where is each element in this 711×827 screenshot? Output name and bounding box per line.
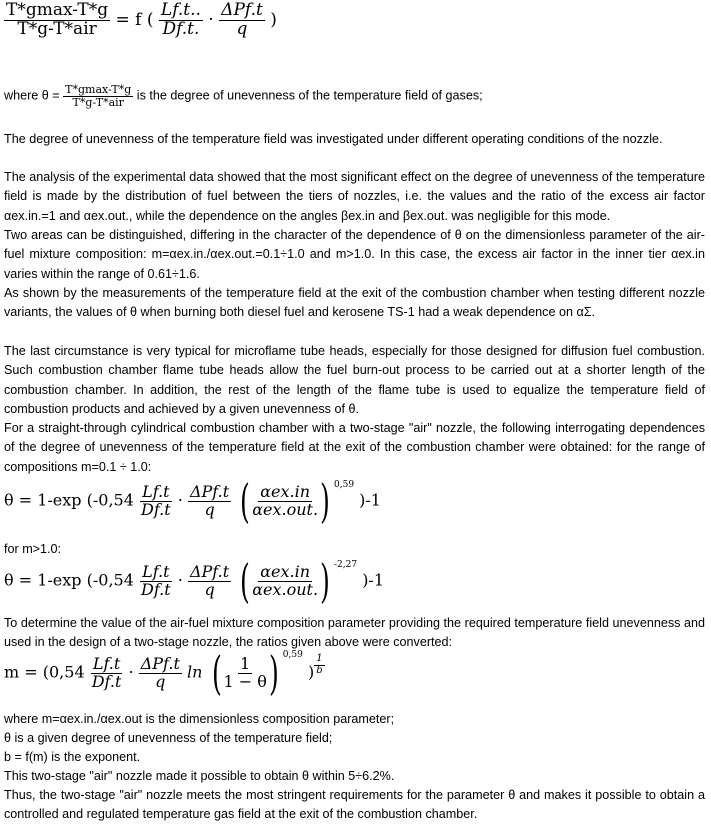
equation-2: θ = 1-exp (-0,54 $\frac{Lf.t}{Df.t}$ · $\frac{\text{ΔPf.t}}{q}$ ( $\frac{\text{αex.in}}{\text{αex.out.}}$ ) $^{0,59}$ )-1 bbox=[4, 474, 381, 528]
eq4-theta-denominator: 1 − θ bbox=[223, 671, 267, 691]
eq3-pressure-fraction bbox=[188, 561, 231, 599]
paragraph-2: The analysis of the experimental data showed that the most significant effect on the degree of unevenness of the temperature field is made by the distribution of fuel between the tiers of nozzles, i.e. the values and the ratio of the excess air factor αex.in.=1 and αex.out., while the dependence on the angles βex.in and βex.out. was negligible for this mode. bbox=[4, 170, 705, 223]
eq4-length-numerator: Lf.t bbox=[92, 653, 121, 673]
eq1-close-paren: ) bbox=[270, 9, 277, 30]
eq2-alpha-fraction bbox=[250, 481, 320, 519]
eq4-pressure-numerator: ΔPf.t bbox=[140, 653, 180, 673]
eq2-length-fraction bbox=[139, 481, 173, 519]
paragraph-5: The last circumstance is very typical for microflame tube heads, especially for those designed for diffusion fuel combustion. Such combustion chamber flame tube heads allow the fuel burn-out process to be carried out at a shorter length of the combustion chamber. In addition, the rest of the length of the flame tube is used to equalize the temperature field of combustion products and achieved by a given unevenness of θ. bbox=[4, 344, 705, 417]
eq1-length-denominator: Df.t. bbox=[162, 18, 200, 39]
tail-line-5: Thus, the two-stage "air" nozzle meets the most stringent requirements for the parameter θ and makes it possible to obtain a controlled and regulated temperature gas field at the exit of the combustion chamber. bbox=[4, 788, 705, 822]
eq4-exponent: 0,59 bbox=[282, 650, 303, 661]
eq4-pressure-denominator: q bbox=[155, 671, 166, 691]
paragraph-6: For a straight-through cylindrical combustion chamber with a two-stage "air" nozzle, the following interrogating dependences of the degree of unevenness of the temperature field at the exit of the combustion chamber were obtained: for the range of compositions m=0.1 ÷ 1.0: bbox=[4, 421, 705, 474]
equation-3: θ = 1-exp (-0,54 $\frac{Lf.t}{Df.t}$ · $\frac{\text{ΔPf.t}}{q}$ ( $\frac{\text{αex.in}}{\text{αex.out.}}$ ) $^{-2,27}$ )-1 bbox=[4, 554, 385, 608]
eq1-dot: · bbox=[208, 9, 214, 30]
theta-fraction bbox=[63, 84, 133, 108]
for-m-label: for m>1.0: bbox=[4, 542, 62, 556]
eq4-lead: m = (0,54 bbox=[4, 662, 85, 682]
eq1-pressure-denominator: q bbox=[236, 18, 248, 39]
paragraph-3: Two areas can be distinguished, differing in the character of the dependence of θ on the dimensionless parameter of the air-fuel mixture composition: m=αex.in./αex.out.=0.1÷1.0 and m>1.0. In this case, the excess air factor in the inner tier αex.in varies within the range of 0.61÷1.6. bbox=[4, 228, 705, 281]
eq4-length-denominator: Df.t bbox=[91, 671, 122, 691]
eq2-pressure-denominator: q bbox=[204, 499, 215, 519]
eq2-lead: θ = 1-exp (-0,54 bbox=[4, 490, 134, 510]
eq2-tail: )-1 bbox=[359, 490, 381, 510]
eq3-alpha-denominator: αex.out. bbox=[252, 579, 319, 599]
eq4-pressure-fraction bbox=[139, 653, 182, 691]
eq4-ln: ln bbox=[186, 662, 203, 682]
eq3-tail: )-1 bbox=[362, 570, 385, 590]
paragraph-4: As shown by the measurements of the temperature field at the exit of the combustion chamber when testing different nozzle variants, the values of θ when burning both diesel fuel and kerosene TS-1 had a weak dependence on αΣ. bbox=[4, 286, 705, 320]
eq2-pressure-fraction bbox=[188, 481, 231, 519]
eq1-pressure-numerator: ΔPf.t bbox=[221, 0, 263, 20]
eq4-power-numerator: 1 bbox=[316, 653, 323, 664]
eq4-theta-fraction bbox=[221, 653, 268, 691]
eq4-close-paren: ) bbox=[307, 662, 315, 682]
eq4-power-fraction bbox=[314, 654, 324, 676]
tail-line-3: b = f(m) is the exponent. bbox=[4, 750, 141, 764]
eq3-pressure-numerator: ΔPf.t bbox=[189, 561, 230, 581]
theta-where-label: where θ = bbox=[4, 88, 60, 103]
convert-paragraph: To determine the value of the air-fuel mixture composition parameter providing the required temperature field unevenness and used in the design of a two-stage nozzle, the ratios given above were converted: bbox=[4, 616, 705, 650]
eq4-power-denominator: b bbox=[316, 664, 323, 676]
paragraph-1: The degree of unevenness of the temperature field was investigated under different operating conditions of the nozzle. bbox=[4, 132, 663, 146]
eq1-length-fraction bbox=[159, 2, 203, 39]
tail-line-2: θ is a given degree of unevenness of the temperature field; bbox=[4, 731, 333, 745]
equation-4: m = (0,54 $\frac{Lf.t}{Df.t}$ · $\frac{\text{ΔPf.t}}{q}$ ln ( $\frac{1}{1 - \theta}$ ) $^{0,59}$ ) $\frac{1}{b}$ bbox=[4, 646, 323, 700]
eq3-length-numerator: Lf.t bbox=[142, 561, 170, 581]
eq3-alpha-fraction bbox=[250, 561, 320, 599]
eq1-lhs-fraction bbox=[4, 2, 110, 39]
eq3-length-fraction bbox=[139, 561, 173, 599]
tail-line-1: where m=αex.in./αex.out is the dimensionless composition parameter; bbox=[4, 712, 395, 726]
eq2-length-numerator: Lf.t bbox=[142, 481, 170, 501]
eq2-alpha-denominator: αex.out. bbox=[252, 499, 319, 519]
eq2-exponent: 0,59 bbox=[334, 480, 355, 491]
theta-description: is the degree of unevenness of the temperature field of gases; bbox=[136, 88, 483, 103]
eq1-lhs-numerator: T*gmax-T*g bbox=[6, 0, 109, 20]
tail-line-4: This two-stage "air" nozzle made it possible to obtain θ within 5÷6.2%. bbox=[4, 769, 395, 783]
eq1-lhs-denominator: T*g-T*air bbox=[17, 18, 97, 39]
eq3-alpha-numerator: αex.in bbox=[260, 561, 311, 581]
eq1-pressure-fraction bbox=[219, 2, 265, 39]
eq1-length-numerator: Lf.t.. bbox=[160, 0, 201, 20]
eq3-lead: θ = 1-exp (-0,54 bbox=[4, 570, 134, 590]
eq4-theta-numerator: 1 bbox=[240, 653, 251, 673]
eq2-alpha-numerator: αex.in bbox=[260, 481, 311, 501]
eq2-pressure-numerator: ΔPf.t bbox=[189, 481, 230, 501]
eq3-pressure-denominator: q bbox=[204, 579, 215, 599]
eq3-exponent: -2,27 bbox=[334, 560, 358, 571]
theta-definition bbox=[4, 84, 483, 108]
equation-1 bbox=[4, 2, 277, 39]
eq1-equals: = f ( bbox=[115, 9, 154, 30]
eq3-length-denominator: Df.t bbox=[140, 579, 171, 599]
theta-denominator: T*g-T*air bbox=[72, 95, 124, 109]
eq2-length-denominator: Df.t bbox=[140, 499, 171, 519]
eq4-length-fraction bbox=[90, 653, 124, 691]
theta-numerator: T*gmax-T*g bbox=[65, 83, 132, 96]
